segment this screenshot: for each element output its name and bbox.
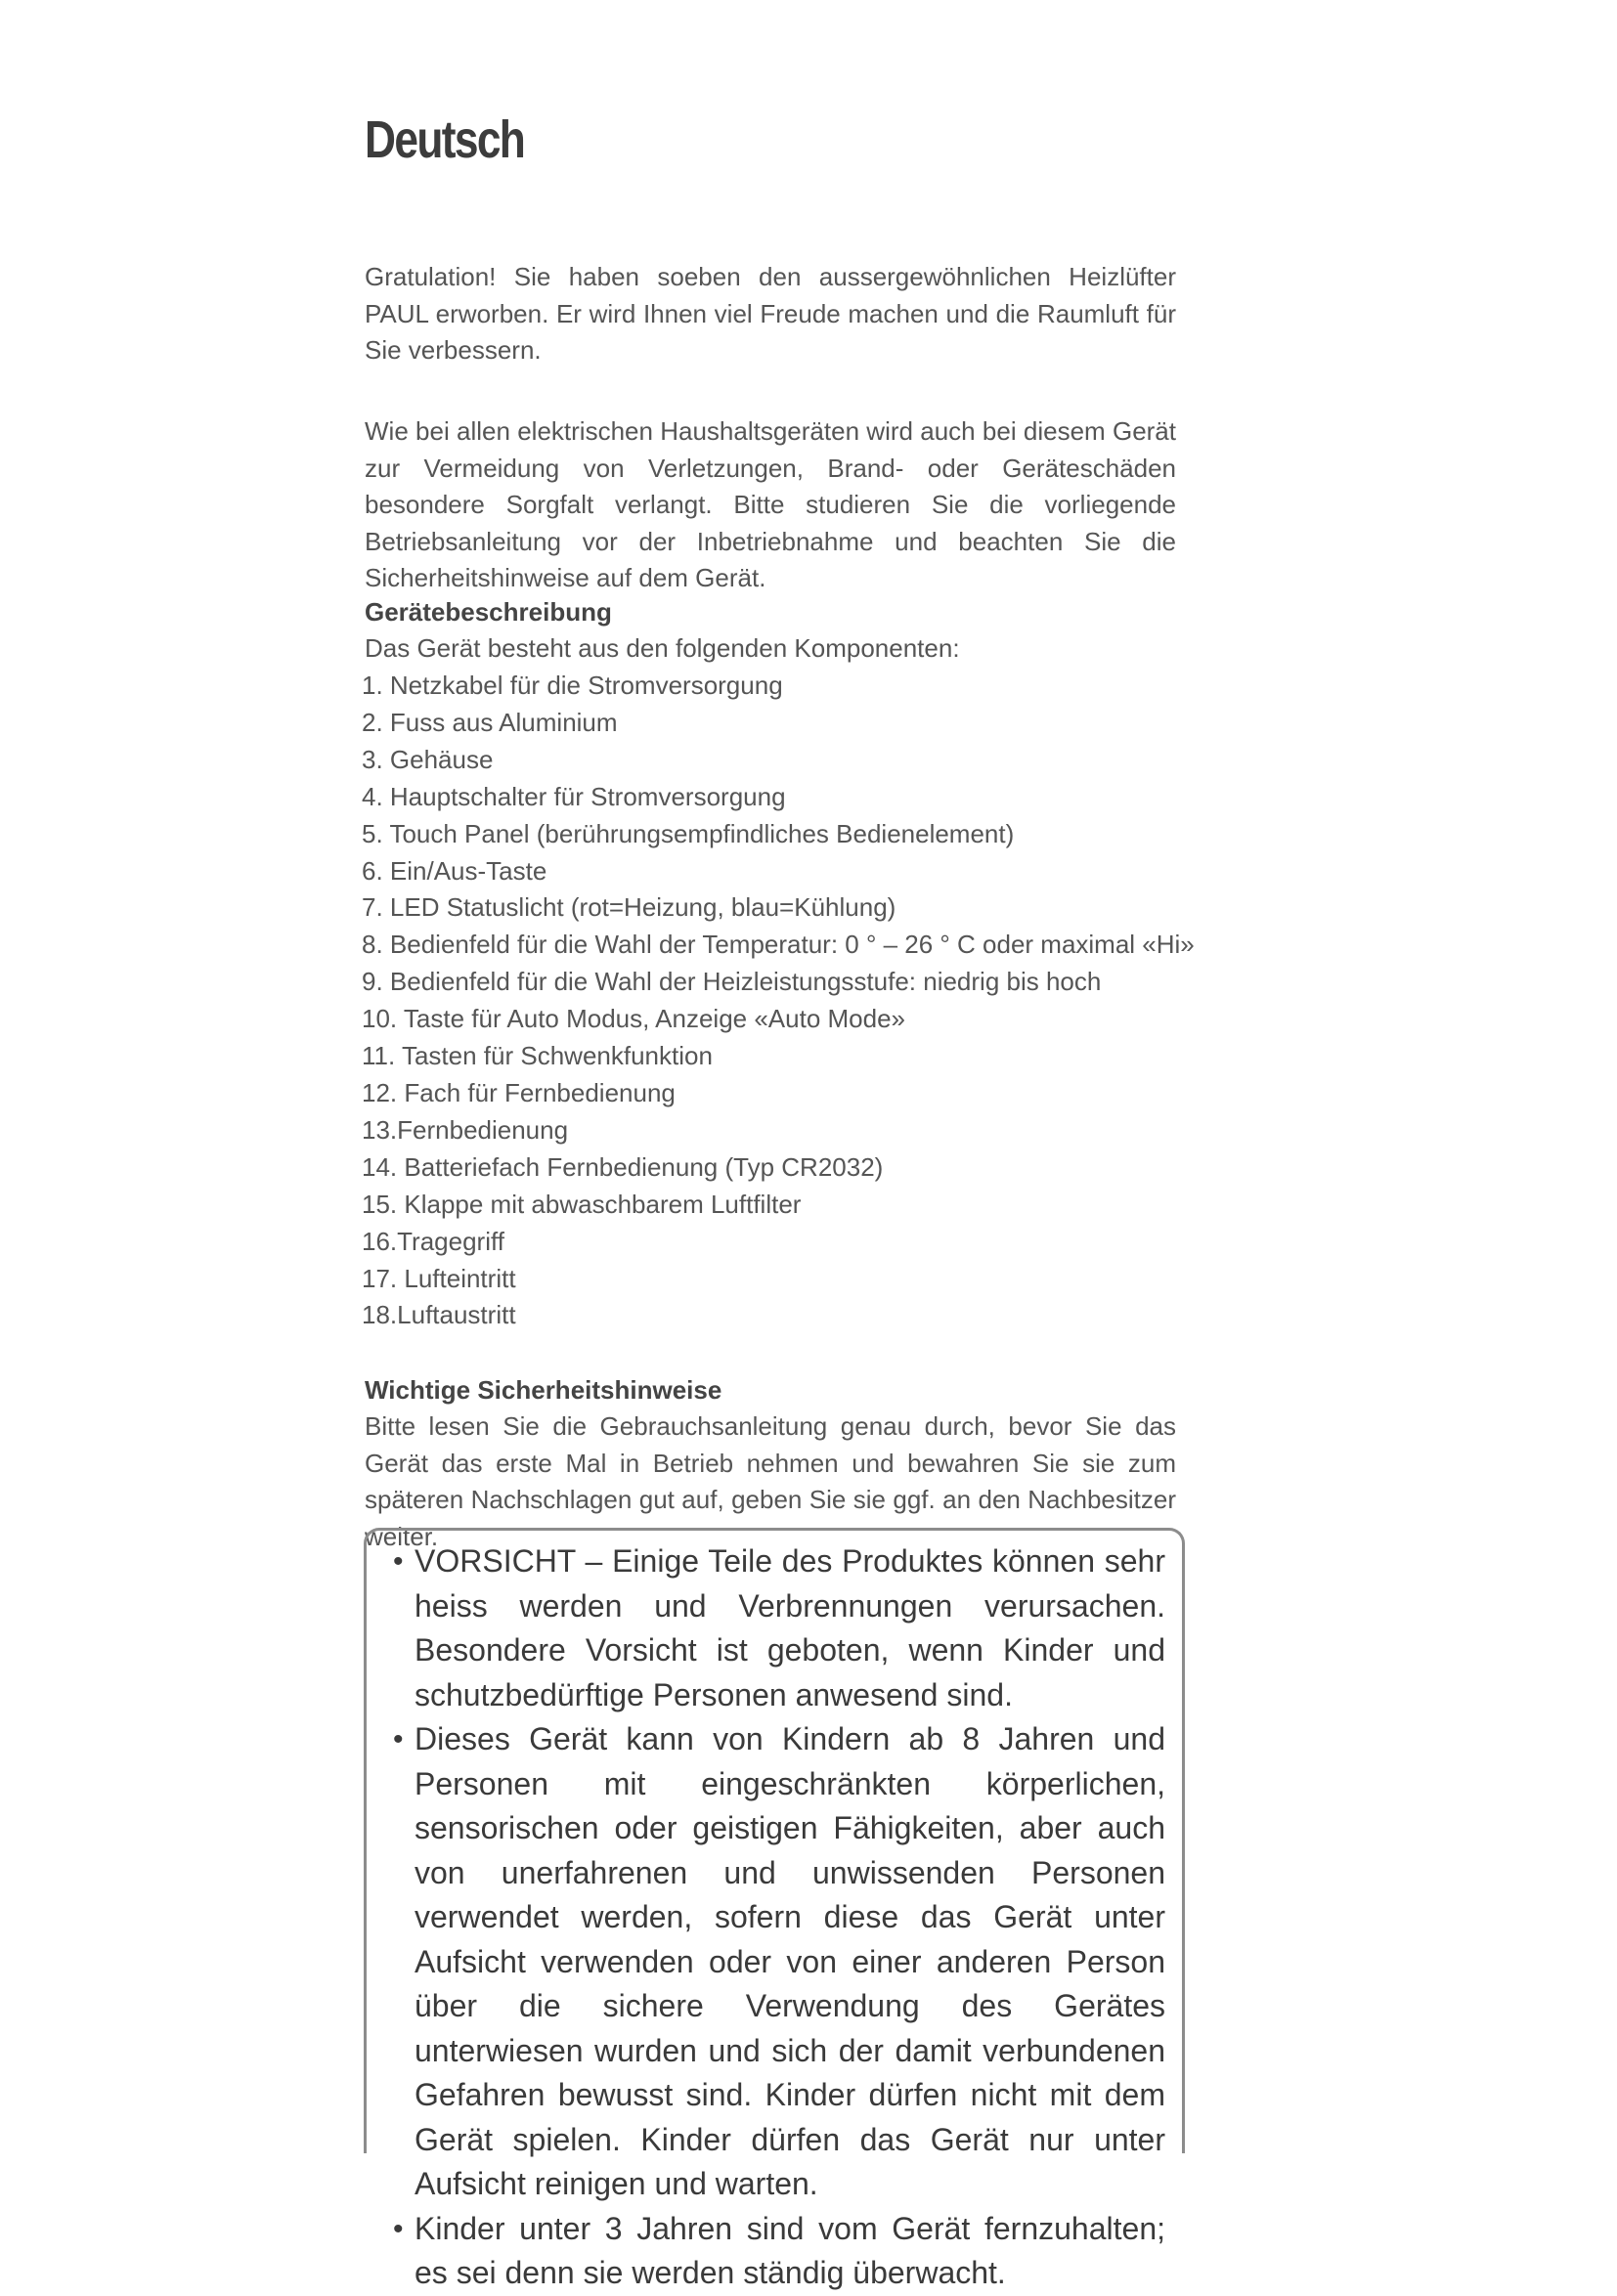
list-item: 6. Ein/Aus-Taste [362, 855, 547, 886]
safety-heading: Wichtige Sicherheitshinweise [365, 1375, 722, 1405]
intro-paragraph: Gratulation! Sie haben soeben den aussergewöhnlichen Heizlüfter PAUL erworben. Er wird Ihnen viel Freude machen und die Raumluft für Sie verbessern. [365, 262, 1176, 365]
list-item: 18.Luftaustritt [362, 1300, 516, 1330]
warning-item [393, 2207, 1165, 2296]
list-item: 11. Tasten für Schwenkfunktion [362, 1041, 713, 1071]
description-heading: Gerätebeschreibung [365, 597, 612, 627]
list-item: 15. Klappe mit abwaschbarem Luftfilter [362, 1189, 802, 1219]
list-item: 10. Taste für Auto Modus, Anzeige «Auto Mode» [362, 1004, 906, 1034]
bullet-icon: • [393, 2212, 404, 2245]
list-item: 14. Batteriefach Fernbedienung (Typ CR2032) [362, 1151, 884, 1182]
list-item: 5. Touch Panel (berührungsempfindliches Bedienelement) [362, 818, 1015, 848]
warning-text: Dieses Gerät kann von Kindern ab 8 Jahren und Personen mit eingeschränkten körperlichen, sensorischen oder geistigen Fähigkeiten, aber auch von unerfahrenen und unwissenden Personen verwendet werden, sofern diese das Gerät unter Aufsicht verwenden oder von einer anderen Person über die sichere Verwendung des Gerätes unterwiesen wurden und sich der damit verbundenen Gefahren bewusst sind. Kinder dürfen nicht mit dem Gerät spielen. Kinder dürfen das Gerät nur unter Aufsicht reinigen und warten. [415, 1721, 1165, 2201]
warning-text: Kinder unter 3 Jahren sind vom Gerät fernzuhalten; es sei denn sie werden ständig überwacht. [415, 2210, 1165, 2290]
list-item: 4. Hauptschalter für Stromversorgung [362, 781, 786, 811]
warning-text: VORSICHT – Einige Teile des Produktes können sehr heiss werden und Verbrennungen verursachen. Besondere Vorsicht ist geboten, wenn Kinder und schutzbedürftige Personen anwesend sind. [415, 1543, 1165, 1712]
list-item: 2. Fuss aus Aluminium [362, 707, 618, 737]
list-item: 7. LED Statuslicht (rot=Heizung, blau=Kühlung) [362, 892, 896, 923]
warning-item [393, 1717, 1165, 2207]
bullet-icon: • [393, 1545, 404, 1578]
care-paragraph: Wie bei allen elektrischen Haushaltsgeräten wird auch bei diesem Gerät zur Vermeidung von Verletzungen, Brand- oder Geräteschäden besondere Sorgfalt verlangt. Bitte studieren Sie die vorliegende Betriebsanleitung vor der Inbetriebnahme und beachten Sie die Sicherheitshinweise auf dem Gerät. [365, 416, 1176, 592]
list-item: 3. Gehäuse [362, 744, 494, 774]
list-item: 12. Fach für Fernbedienung [362, 1077, 676, 1107]
warning-list [393, 1539, 1165, 2296]
component-list [362, 668, 1195, 1334]
list-item: 17. Lufteintritt [362, 1263, 516, 1293]
page-title: Deutsch [365, 110, 525, 169]
list-item: 9. Bedienfeld für die Wahl der Heizleistungsstufe: niedrig bis hoch [362, 967, 1102, 997]
safety-intro: Bitte lesen Sie die Gebrauchsanleitung genau durch, bevor Sie das Gerät das erste Mal in Betrieb nehmen und bewahren Sie sie zum späteren Nachschlagen gut auf, geben Sie sie ggf. an den Nachbesitzer weiter. [365, 1411, 1176, 1551]
list-item: 8. Bedienfeld für die Wahl der Temperatur: 0 ° – 26 ° C oder maximal «Hi» [362, 930, 1195, 960]
warning-item [393, 1539, 1165, 1717]
list-item: 16.Tragegriff [362, 1226, 504, 1256]
list-item: 13.Fernbedienung [362, 1114, 569, 1145]
list-item: 1. Netzkabel für die Stromversorgung [362, 671, 783, 700]
bullet-icon: • [393, 1723, 404, 1755]
description-intro: Das Gerät besteht aus den folgenden Komponenten: [365, 633, 960, 663]
